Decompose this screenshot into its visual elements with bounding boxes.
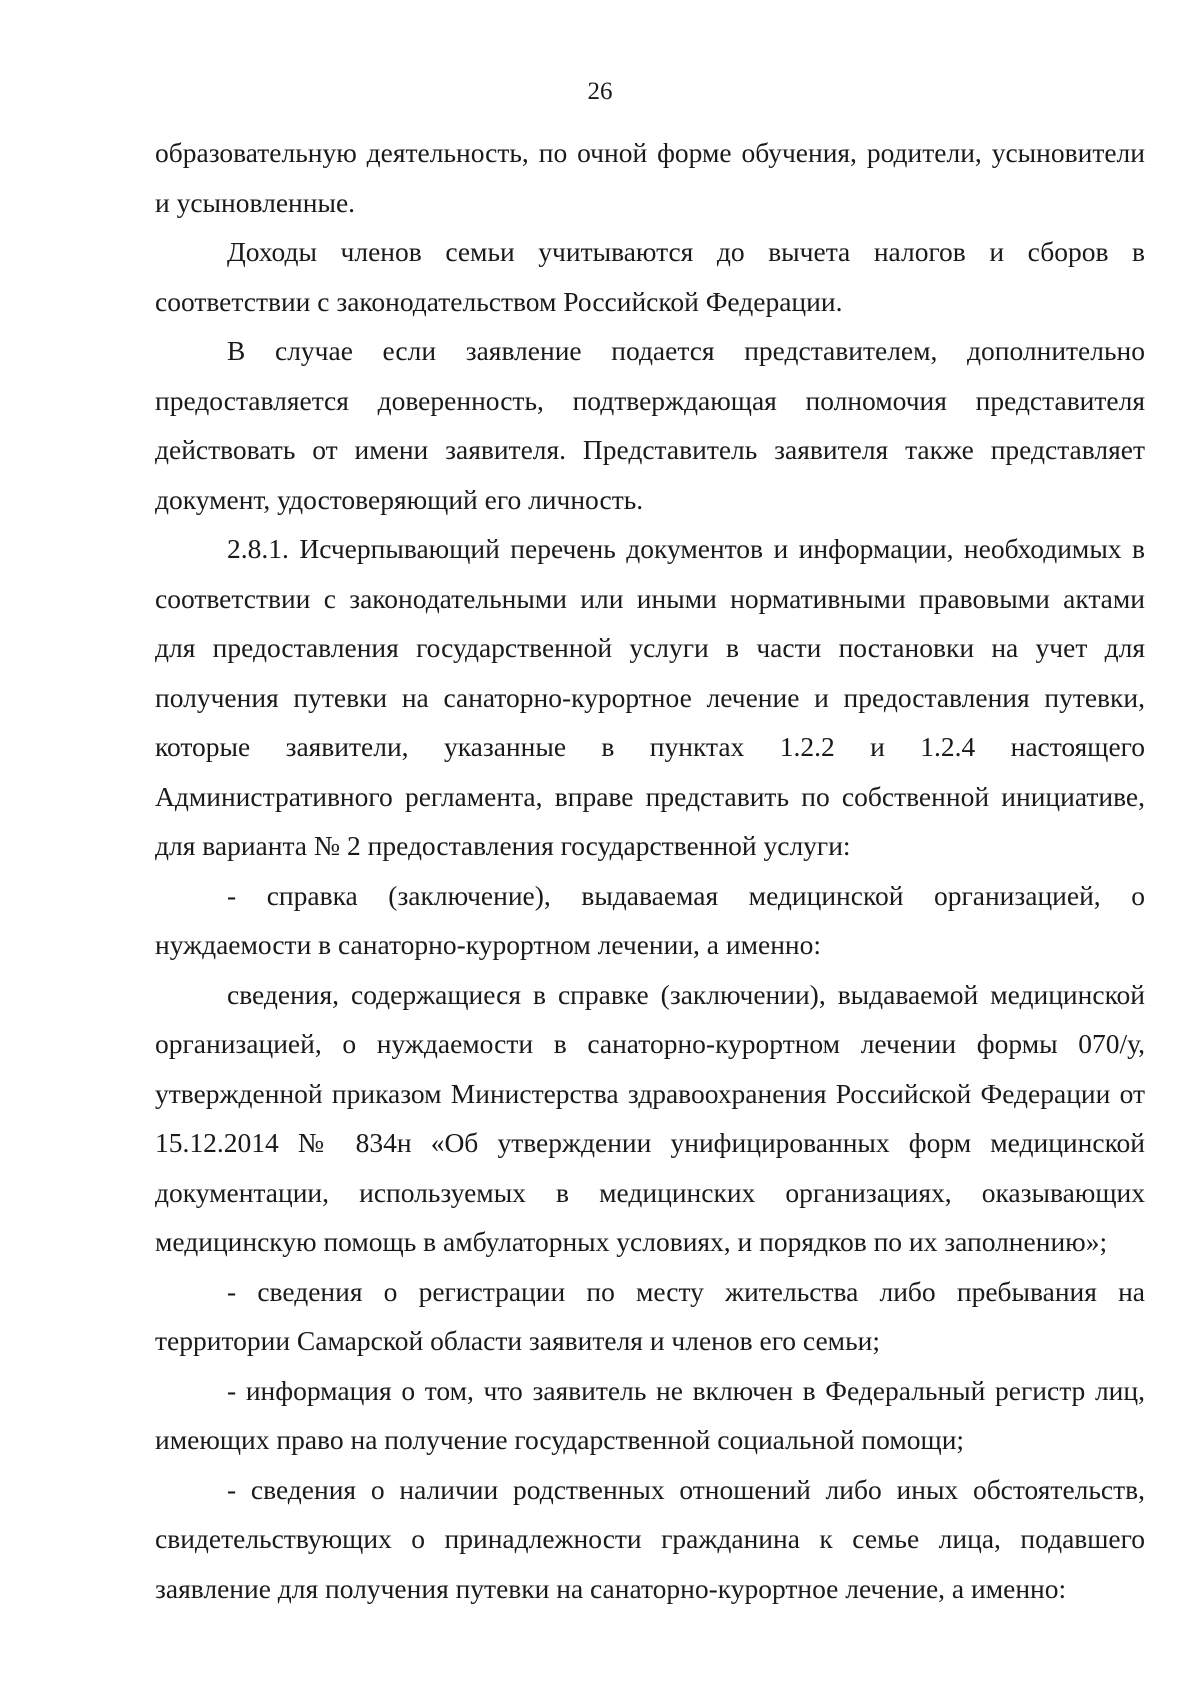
paragraph-representative: В случае если заявление подается представителем, дополнительно предоставляется доверенность, подтверждающая полномочия представителя действовать от имени заявителя. Представитель заявителя также представляет документ, удостоверяющий его личность. [155,335,1145,515]
list-item-federal-register: - информация о том, что заявитель не включен в Федеральный регистр лиц, имеющих право на получение государственной социальной помощи; [155,1374,1145,1455]
document-body [155,128,1145,1613]
paragraph-income: Доходы членов семьи учитываются до вычета налогов и сборов в соответствии с законодательством Российской Федерации. [155,236,1145,317]
list-item-family-relations: - сведения о наличии родственных отношений либо иных обстоятельств, свидетельствующих о принадлежности гражданина к семье лица, подавшего заявление для получения путевки на санаторно-курортное лечение, а именно: [155,1473,1145,1604]
page-number: 26 [587,78,613,105]
paragraph-continuation: образовательную деятельность, по очной форме обучения, родители, усыновители и усыновленные. [155,137,1145,218]
paragraph-certificate-details: сведения, содержащиеся в справке (заключении), выдаваемой медицинской организацией, о нуждаемости в санаторно-курортном лечении формы 070/у, утвержденной приказом Министерства здравоохранения Российской Федерации от 15.12.2014 № 834н «Об утверждении унифицированных форм медицинской документации, используемых в медицинских организациях, оказывающих медицинскую помощь в амбулаторных условиях, и порядков по их заполнению»; [155,978,1145,1257]
list-item-registration: - сведения о регистрации по месту жительства либо пребывания на территории Самарской области заявителя и членов его семьи; [155,1275,1145,1356]
list-item-medical-certificate: - справка (заключение), выдаваемая медицинской организацией, о нуждаемости в санаторно-курортном лечении, а именно: [155,879,1145,960]
paragraph-2-8-1: 2.8.1. Исчерпывающий перечень документов и информации, необходимых в соответствии с законодательными или иными нормативными правовыми актами для предоставления государственной услуги в части постановки на учет для получения путевки на санаторно-курортное лечение и предоставления путевки, которые заявители, указанные в пунктах 1.2.2 и 1.2.4 настоящего Административного регламента, вправе представить по собственной инициативе, для варианта № 2 предоставления государственной услуги: [155,533,1145,861]
